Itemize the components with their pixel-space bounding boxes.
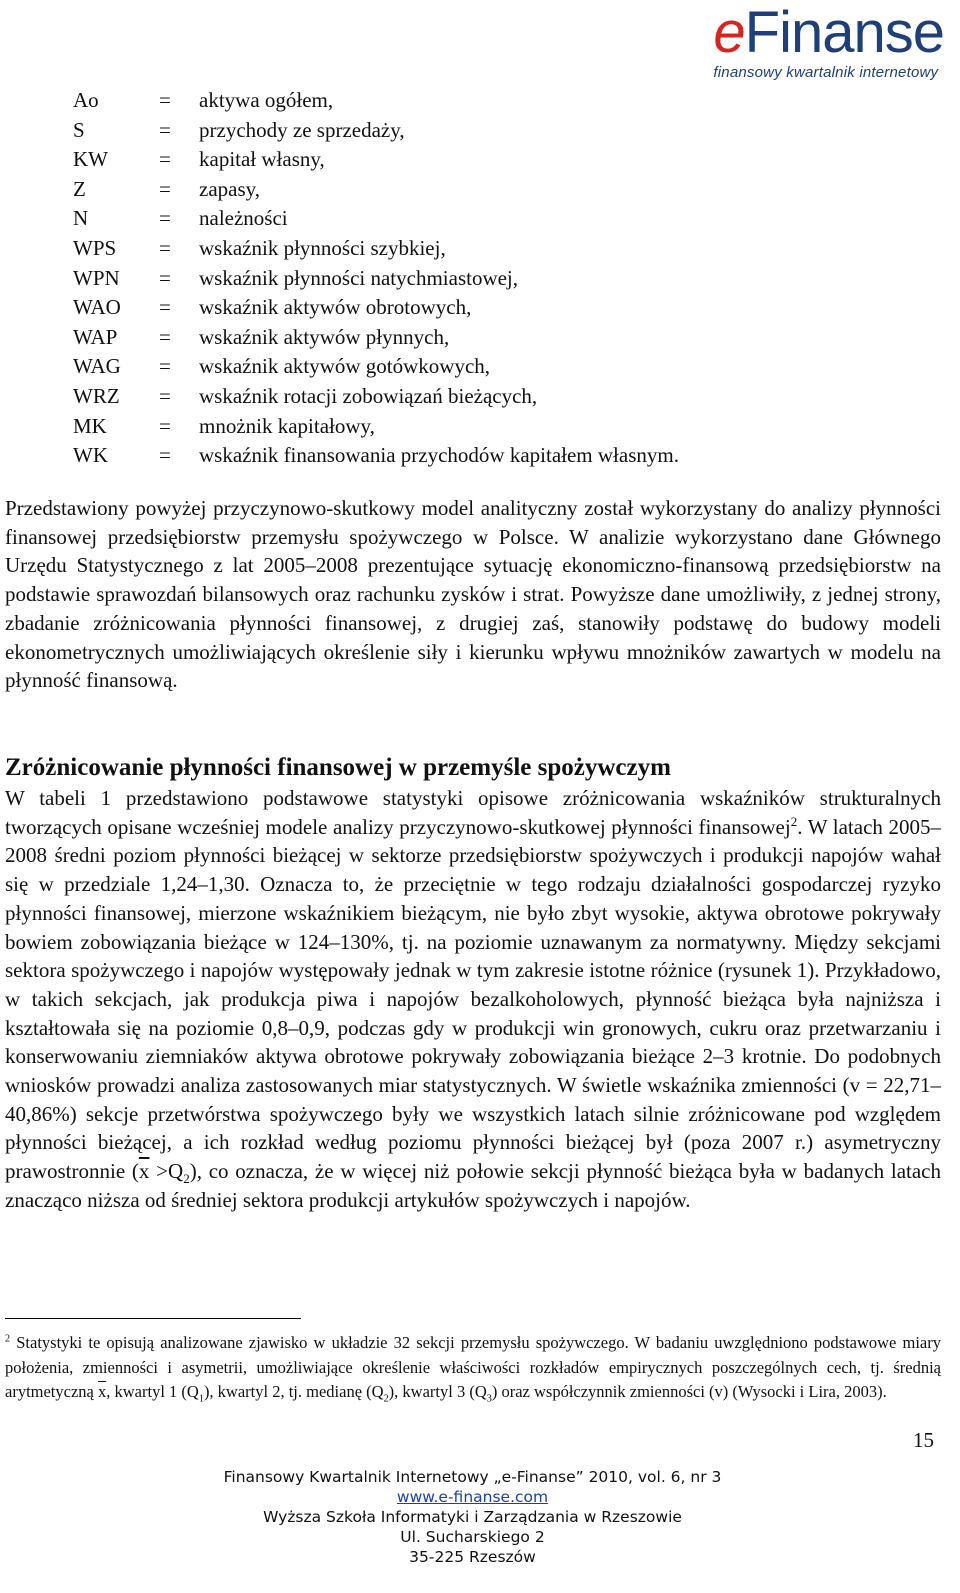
definition-symbol: WAG: [73, 354, 121, 379]
logo-wordmark: [713, 0, 944, 65]
definition-text: mnożnik kapitałowy,: [199, 413, 375, 438]
mean-symbol: $\overline{x}$: [138, 1159, 150, 1184]
subscript: 3: [486, 1393, 492, 1405]
definition-row: [73, 293, 679, 323]
equals-sign: =: [159, 354, 171, 379]
subscript: 2: [183, 1171, 190, 1187]
definition-text: wskaźnik aktywów gotówkowych,: [199, 354, 491, 379]
footer-journal-line: Finansowy Kwartalnik Internetowy „e-Finanse” 2010, vol. 6, nr 3: [223, 1468, 722, 1486]
section-heading: Zróżnicowanie płynności finansowej w przemyśle spożywczym: [5, 754, 671, 781]
definition-row: [73, 145, 679, 175]
definition-symbol: N: [73, 206, 89, 231]
definition-row: [73, 323, 679, 353]
definition-row: [73, 352, 679, 382]
definition-text: kapitał własny,: [199, 147, 325, 172]
definition-symbol: WAO: [73, 295, 121, 320]
definition-symbol: S: [73, 117, 85, 142]
footnote-text: Statystyki te opisują analizowane zjawisko w układzie 32 sekcji przemysłu spożywczego. W badaniu uwzględniono podstawowe miary położenia, zmienności i asymetrii, umożliwiające określenie właściwości rozkładów empirycznych poszczególnych cech, tj. średnią arytmetyczną: [5, 1333, 941, 1401]
body-paragraph-2: [5, 784, 941, 1215]
definition-row: [73, 234, 679, 264]
definition-text: wskaźnik płynności natychmiastowej,: [199, 265, 519, 290]
definition-symbol: WPS: [73, 235, 117, 260]
equals-sign: =: [159, 176, 171, 201]
definition-row: [73, 441, 679, 471]
definition-row: [73, 412, 679, 442]
definition-symbol: KW: [73, 147, 108, 172]
paragraph-text: . W latach 2005–2008 średni poziom płynności bieżącej w sektorze przedsiębiorstw spożywczych i produkcji napojów wahał się w przedziale 1,24–1,30. Oznacza to, że przeciętnie w tego rodzaju działalności gospodarczej ryzyko płynności finansowej, mierzone wskaźnikiem bieżącym, nie było zbyt wysokie, aktywa obrotowe pokrywały bowiem zobowiązania bieżące w 124–130%, tj. na poziomie uznawanym za normatywny. Między sekcjami sektora spożywczego i napojów występowały jednak w tym zakresie istotne różnice (rysunek 1). Przykładowo, w takich sekcjach, jak produkcja piwa i napojów bezalkoholowych, płynność bieżąca była najniższa i kształtowała się na poziomie 0,8–0,9, podczas gdy w produkcji win gronowych, cukru oraz przetwarzaniu i konserwowaniu ziemniaków aktywa obrotowe pokrywały zobowiązania bieżące 2–3 krotnie. Do podobnych wniosków prowadzi analiza zastosowanych miar statystycznych. W świetle wskaźnika zmienności (v = 22,71–40,86%) sekcje przetwórstwa spożywczego były we wszystkich latach silnie zróżnicowane pod względem płynności bieżącej, a ich rozkład według poziomu płynności bieżącej był (poza 2007 r.) asymetryczny prawostronnie (: [5, 814, 941, 1184]
equals-sign: =: [159, 147, 171, 172]
footnote-text: ) oraz współczynnik zmienności (v) (Wysocki i Lira, 2003).: [491, 1382, 887, 1401]
definition-symbol: WAP: [73, 324, 118, 349]
footer-city: 35-225 Rzeszów: [409, 1548, 536, 1566]
footnote-text: , kwartyl 1 (Q: [106, 1382, 199, 1401]
definition-row: [73, 86, 679, 116]
equals-sign: =: [159, 235, 171, 260]
equals-sign: =: [159, 265, 171, 290]
page-footer: [0, 1467, 945, 1567]
definition-text: wskaźnik aktywów płynnych,: [199, 324, 450, 349]
definition-text: wskaźnik aktywów obrotowych,: [199, 295, 472, 320]
definition-text: przychody ze sprzedaży,: [199, 117, 405, 142]
footnote-text: ), kwartyl 3 (Q: [388, 1382, 487, 1401]
footnote-reference[interactable]: 2: [790, 813, 798, 829]
footnote-number: 2: [5, 1333, 11, 1345]
equals-sign: =: [159, 117, 171, 142]
definition-row: [73, 204, 679, 234]
definition-text: aktywa ogółem,: [199, 88, 334, 112]
page-number: 15: [913, 1428, 934, 1452]
mean-symbol: $\overline{x}$: [98, 1382, 107, 1401]
paragraph-text: W tabeli 1 przedstawiono podstawowe statystyki opisowe zróżnicowania wskaźników strukturalnych tworzących opisane wcześniej modele analizy przyczynowo-skutkowej płynności finansowej: [5, 786, 941, 839]
logo-tagline: finansowy kwartalnik internetowy: [713, 64, 939, 81]
efinanse-logo: [713, 0, 944, 81]
definition-symbol: MK: [73, 413, 107, 438]
footnote-text: ), kwartyl 2, tj. medianę (Q: [203, 1382, 384, 1401]
logo-e-letter: e: [713, 0, 745, 65]
definition-row: [73, 175, 679, 205]
equals-sign: =: [159, 383, 171, 408]
definition-symbol: WPN: [73, 265, 120, 290]
footer-street: Ul. Sucharskiego 2: [400, 1528, 545, 1546]
subscript: 1: [198, 1393, 204, 1405]
equals-sign: =: [159, 88, 171, 112]
logo-finanse-text: Finanse: [744, 0, 944, 65]
footer-link-line: [0, 1487, 945, 1507]
definition-symbol: Ao: [73, 88, 99, 112]
subscript: 2: [383, 1393, 389, 1405]
equals-sign: =: [159, 413, 171, 438]
footnote-separator: [5, 1318, 301, 1319]
definition-text: zapasy,: [199, 176, 261, 201]
definition-symbol: WK: [73, 443, 108, 468]
footnote: [5, 1331, 941, 1405]
definition-text: wskaźnik płynności szybkiej,: [199, 235, 446, 260]
definition-row: [73, 264, 679, 294]
definition-symbol: Z: [73, 176, 86, 201]
equals-sign: =: [159, 443, 171, 468]
body-paragraph-1: Przedstawiony powyżej przyczynowo-skutkowy model analityczny został wykorzystany do analizy płynności finansowej przedsiębiorstw przemysłu spożywczego w Polsce. W analizie wykorzystano dane Głównego Urzędu Statystycznego z lat 2005–2008 prezentujące sytuację ekonomiczno-finansową przedsiębiorstw na podstawie sprawozdań bilansowych oraz rachunku zysków i strat. Powyższe dane umożliwiły, z jednej strony, zbadanie zróżnicowania płynności finansowej, z drugiej zaś, stanowiły podstawę do budowy modeli ekonometrycznych umożliwiających określenie siły i kierunku wpływu mnożników zawartych w modelu na płynność finansową.: [5, 496, 941, 693]
paragraph-text: ), co oznacza, że w więcej niż połowie sekcji płynność bieżąca była w badanych latach znacząco niższa od średniej sektora produkcji artykułów spożywczych i napojów.: [5, 1159, 941, 1212]
paragraph-text: >Q: [149, 1159, 184, 1184]
equals-sign: =: [159, 206, 171, 231]
definition-row: [73, 116, 679, 146]
symbol-definitions-list: [73, 86, 679, 471]
definition-symbol: WRZ: [73, 383, 120, 408]
definition-text: wskaźnik rotacji zobowiązań bieżących,: [199, 383, 538, 408]
website-link[interactable]: www.e-finanse.com: [396, 1488, 549, 1506]
definition-row: [73, 382, 679, 412]
equals-sign: =: [159, 324, 171, 349]
equals-sign: =: [159, 295, 171, 320]
footer-institution: Wyższa Szkoła Informatyki i Zarządzania w Rzeszowie: [263, 1508, 682, 1526]
definition-text: wskaźnik finansowania przychodów kapitałem własnym.: [199, 443, 679, 468]
definition-text: należności: [199, 206, 288, 231]
